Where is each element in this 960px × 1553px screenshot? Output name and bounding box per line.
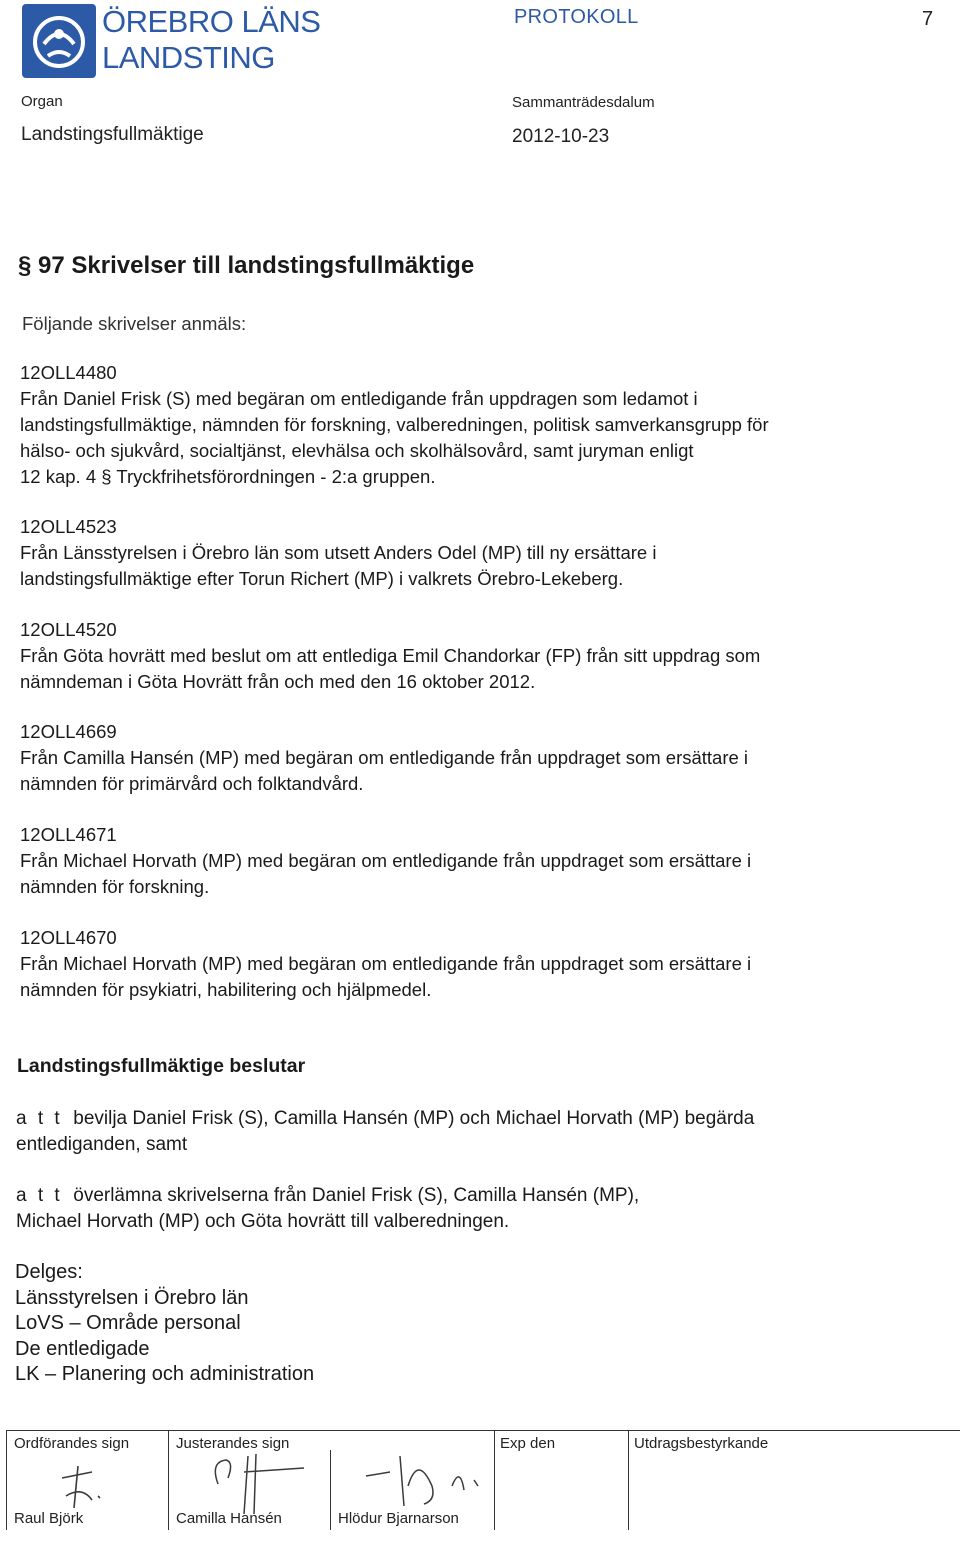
att-prefix: a t t	[16, 1108, 63, 1129]
item-text-line: Från Länsstyrelsen i Örebro län som utsett Anders Odel (MP) till ny ersättare i	[20, 542, 657, 563]
item-text-line: nämnden för primärvård och folktandvård.	[20, 773, 364, 794]
decision-text-line: bevilja Daniel Frisk (S), Camilla Hansén (MP) och Michael Horvath (MP) begärda	[73, 1108, 755, 1129]
landsting-logo	[22, 4, 96, 78]
organization-name-line-1: ÖREBRO LÄNS	[102, 4, 321, 39]
handwritten-signature-adjuster-2	[356, 1446, 486, 1516]
certification-label: Utdragsbestyrkande	[634, 1435, 769, 1452]
item-text-line: nämnden för psykiatri, habilitering och hjälpmedel.	[20, 979, 432, 1000]
item-text-line: landstingsfullmäktige, nämnden för forskning, valberedningen, politisk samverkansgrupp för	[20, 414, 769, 435]
list-item	[20, 617, 940, 695]
att-prefix: a t t	[16, 1185, 63, 1206]
document-type: PROTOKOLL	[514, 6, 639, 28]
decision-text-line: entlediganden, samt	[16, 1134, 188, 1155]
list-item	[20, 514, 940, 592]
decision-text-line: Michael Horvath (MP) och Göta hovrätt till valberedningen.	[16, 1211, 510, 1232]
section-title: § 97 Skrivelser till landstingsfullmäktige	[18, 252, 475, 279]
adjuster-signature-label: Justerandes sign	[176, 1435, 290, 1452]
handwritten-signature-chair	[52, 1456, 112, 1516]
adjuster-2-name: Hlödur Bjarnarson	[338, 1510, 459, 1527]
organization-name	[102, 4, 320, 76]
signature-box	[6, 1430, 960, 1530]
expedition-cell	[494, 1430, 628, 1530]
item-text-line: 12 kap. 4 § Tryckfrihetsförordningen - 2:a gruppen.	[20, 466, 436, 487]
adjuster-signature-cell	[168, 1430, 494, 1530]
list-item	[20, 719, 940, 797]
distribution-recipient: LoVS – Område personal	[15, 1312, 241, 1334]
distribution-recipient: LK – Planering och administration	[15, 1363, 315, 1385]
item-reference: 12OLL4480	[20, 362, 117, 383]
item-text-line: Från Daniel Frisk (S) med begäran om entledigande från uppdragen som ledamot i	[20, 388, 698, 409]
decision-point	[16, 1183, 936, 1235]
item-reference: 12OLL4523	[20, 516, 117, 537]
organization-name-line-2: LANDSTING	[102, 40, 275, 75]
section-intro: Följande skrivelser anmäls:	[22, 313, 247, 334]
certification-cell	[628, 1430, 960, 1530]
item-text-line: Från Michael Horvath (MP) med begäran om entledigande från uppdraget som ersättare i	[20, 953, 752, 974]
chair-signature-cell	[6, 1430, 168, 1530]
chair-signature-label: Ordförandes sign	[14, 1435, 130, 1452]
item-text-line: nämndeman i Göta Hovrätt från och med den 16 oktober 2012.	[20, 671, 536, 692]
item-text-line: Från Göta hovrätt med beslut om att entlediga Emil Chandorkar (FP) från sitt uppdrag som	[20, 645, 761, 666]
expedition-date-label: Exp den	[500, 1435, 556, 1452]
decision-point	[16, 1106, 936, 1158]
item-text-line: landstingsfullmäktige efter Torun Richert (MP) i valkrets Örebro-Lekeberg.	[20, 568, 624, 589]
distribution-recipient: De entledigade	[15, 1337, 150, 1360]
date-label: Sammanträdesdalum	[512, 94, 655, 111]
item-reference: 12OLL4520	[20, 619, 117, 640]
item-text-line: Från Camilla Hansén (MP) med begäran om entledigande från uppdraget som ersättare i	[20, 747, 749, 768]
item-text-line: hälso- och sjukvård, socialtjänst, elevhälsa och skolhälsovård, samt juryman enligt	[20, 440, 694, 461]
item-reference: 12OLL4670	[20, 927, 117, 948]
organ-label: Organ	[21, 93, 63, 110]
item-text-line: Från Michael Horvath (MP) med begäran om entledigande från uppdraget som ersättare i	[20, 850, 752, 871]
list-item	[20, 360, 940, 490]
page-number: 7	[922, 8, 934, 30]
list-item	[20, 925, 940, 1003]
logo-emblem-icon	[22, 4, 96, 78]
decision-title: Landstingsfullmäktige beslutar	[17, 1055, 306, 1077]
item-text-line: nämnden för forskning.	[20, 876, 210, 897]
distribution-label: Delges:	[15, 1261, 83, 1283]
organ-value: Landstingsfullmäktige	[21, 124, 204, 145]
decision-text-line: överlämna skrivelserna från Daniel Frisk (S), Camilla Hansén (MP),	[73, 1185, 640, 1206]
distribution-recipient: Länsstyrelsen i Örebro län	[15, 1286, 249, 1309]
item-reference: 12OLL4669	[20, 721, 117, 742]
item-reference: 12OLL4671	[20, 824, 117, 845]
list-item	[20, 822, 940, 900]
distribution-list	[15, 1260, 314, 1388]
handwritten-signature-adjuster-1	[204, 1448, 314, 1518]
chair-name: Raul Björk	[14, 1510, 84, 1527]
adjuster-1-name: Camilla Hansén	[176, 1510, 282, 1527]
date-value: 2012-10-23	[512, 126, 610, 147]
